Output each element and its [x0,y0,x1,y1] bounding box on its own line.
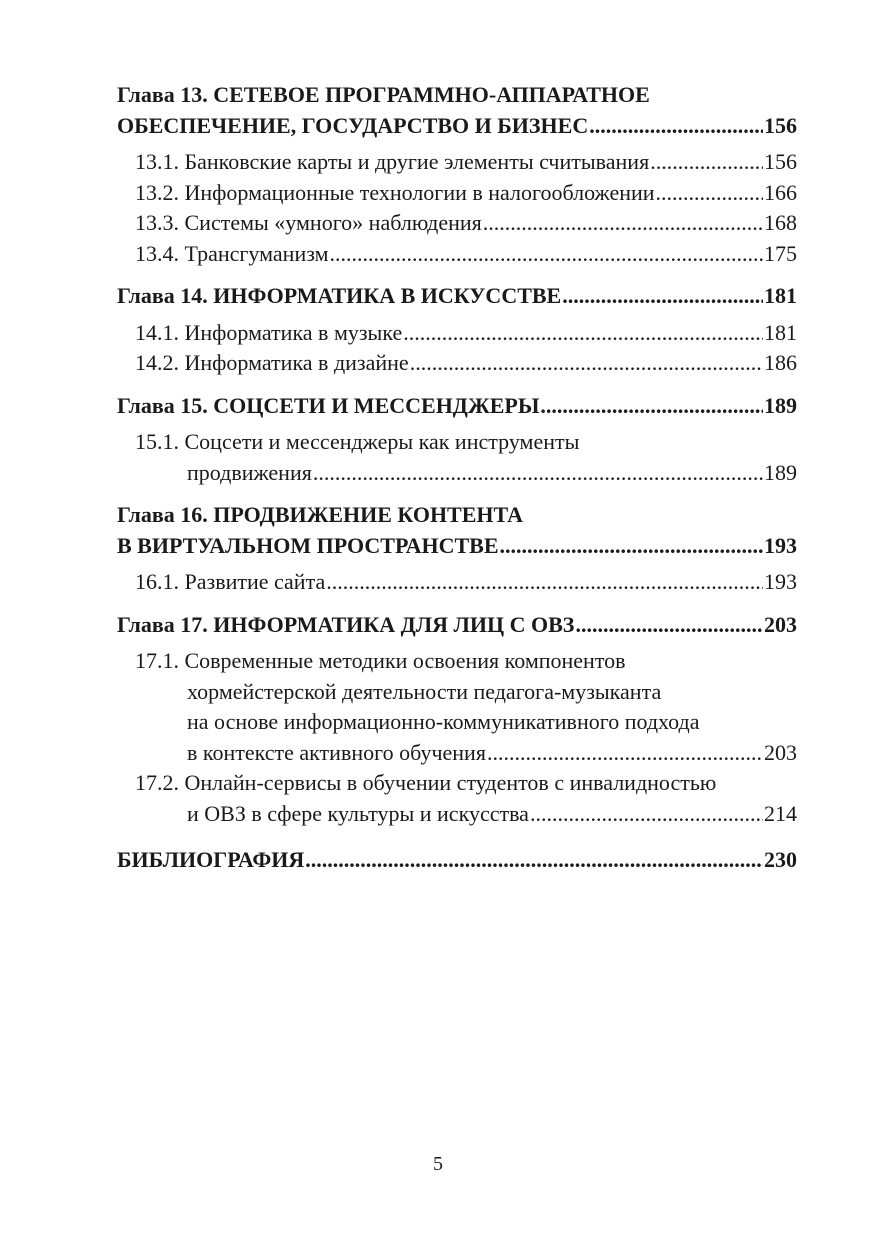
section-title: 13.4. Трансгуманизм [135,240,329,266]
dot-leader [530,799,763,830]
dot-leader [487,738,763,769]
page-ref: 175 [764,240,797,266]
dot-leader [313,458,763,489]
section-title: 16.1. Развитие сайта [135,569,326,594]
dot-leader [589,111,763,142]
dot-leader [575,610,763,641]
section-title: 13.3. Системы «умного» наблюдения [135,210,482,235]
page-ref: 186 [764,350,797,375]
chapter-16-sections [117,567,797,598]
section-title: 17.2. Онлайн-сервисы в обучении студентов с инвалидностью [135,770,717,795]
page-ref: 203 [764,611,797,637]
chapter-14-title-line [117,281,797,312]
table-of-contents [117,80,797,876]
chapter-14-sections [117,318,797,379]
page-ref: 181 [764,319,797,345]
section-13-2[interactable] [117,178,797,209]
section-title: 15.1. Соцсети и мессенджеры как инструменты [135,429,580,454]
chapter-title: Глава 15. СОЦСЕТИ И МЕССЕНДЖЕРЫ [117,392,540,418]
section-15-1[interactable] [117,427,797,488]
chapter-title: ОБЕСПЕЧЕНИЕ, ГОСУДАРСТВО И БИЗНЕС [117,112,589,138]
page-ref: 230 [764,847,797,872]
section-title: 17.1. Современные методики освоения компонентов [135,648,626,673]
page-ref: 181 [764,283,797,308]
section-title: 13.2. Информационные технологии в налогообложении [135,179,655,205]
chapter-14-entry[interactable] [117,281,797,312]
section-title: и ОВЗ в сфере культуры и искусства [187,800,529,826]
section-17-1-line2 [117,677,797,708]
page-ref: 189 [764,459,797,485]
chapter-17-title-line [117,610,797,641]
dot-leader [305,845,763,876]
section-title: продвижения [187,459,312,485]
bibliography-entry[interactable] [117,845,797,876]
page-ref: 166 [764,179,797,205]
section-15-1-line2 [117,458,797,489]
dot-leader [403,318,763,349]
chapter-15-entry[interactable] [117,391,797,422]
section-17-1[interactable] [117,646,797,768]
section-17-1-line4 [117,738,797,769]
section-14-2[interactable] [117,348,797,379]
page-ref: 189 [764,392,797,418]
page-ref: 156 [764,112,797,138]
chapter-13-title-line1 [117,80,797,111]
bibliography-line [117,845,797,876]
section-16-1[interactable] [117,567,797,598]
section-title: 13.1. Банковские карты и другие элементы считывания [135,149,650,174]
chapter-17-entry[interactable] [117,610,797,641]
section-17-1-line1 [117,646,797,677]
dot-leader [330,239,763,270]
section-title: 14.2. Информатика в дизайне [135,350,409,375]
dot-leader [540,391,763,422]
chapter-17-sections [117,646,797,829]
chapter-title: Глава 13. СЕТЕВОЕ ПРОГРАММНО-АППАРАТНОЕ [117,82,650,107]
dot-leader [562,281,763,312]
chapter-13-sections [117,147,797,269]
dot-leader [650,147,763,178]
section-17-2-line1 [117,768,797,799]
page-ref: 193 [764,532,797,558]
chapter-16-title-line2 [117,531,797,562]
section-17-1-line3 [117,707,797,738]
chapter-title: В ВИРТУАЛЬНОМ ПРОСТРАНСТВЕ [117,532,499,558]
chapter-16-entry[interactable] [117,500,797,561]
chapter-15-title-line [117,391,797,422]
chapter-13-title-line2 [117,111,797,142]
chapter-title: Глава 16. ПРОДВИЖЕНИЕ КОНТЕНТА [117,502,523,527]
dot-leader [483,208,763,239]
section-17-2-line2 [117,799,797,830]
page-ref: 214 [764,800,797,826]
section-15-1-line1 [117,427,797,458]
page-ref: 193 [764,569,797,594]
section-13-3[interactable] [117,208,797,239]
section-title: на основе информационно-коммуникативного подхода [187,709,700,734]
chapter-16-title-line1 [117,500,797,531]
chapter-15-sections [117,427,797,488]
section-13-4[interactable] [117,239,797,270]
page-ref: 156 [764,149,797,174]
chapter-13-entry[interactable] [117,80,797,141]
section-13-1[interactable] [117,147,797,178]
dot-leader [500,531,764,562]
section-14-1[interactable] [117,318,797,349]
dot-leader [410,348,763,379]
page-ref: 168 [764,210,797,235]
chapter-title: БИБЛИОГРАФИЯ [117,847,305,872]
section-title: хормейстерской деятельности педагога-музыканта [187,678,662,704]
dot-leader [326,567,763,598]
chapter-title: Глава 14. ИНФОРМАТИКА В ИСКУССТВЕ [117,283,562,308]
chapter-title: Глава 17. ИНФОРМАТИКА ДЛЯ ЛИЦ С ОВЗ [117,611,575,637]
page-ref: 203 [764,739,797,765]
section-17-2[interactable] [117,768,797,829]
page-number: 5 [433,1153,443,1175]
dot-leader [656,178,763,209]
section-title: в контексте активного обучения [187,739,486,765]
section-title: 14.1. Информатика в музыке [135,319,403,345]
